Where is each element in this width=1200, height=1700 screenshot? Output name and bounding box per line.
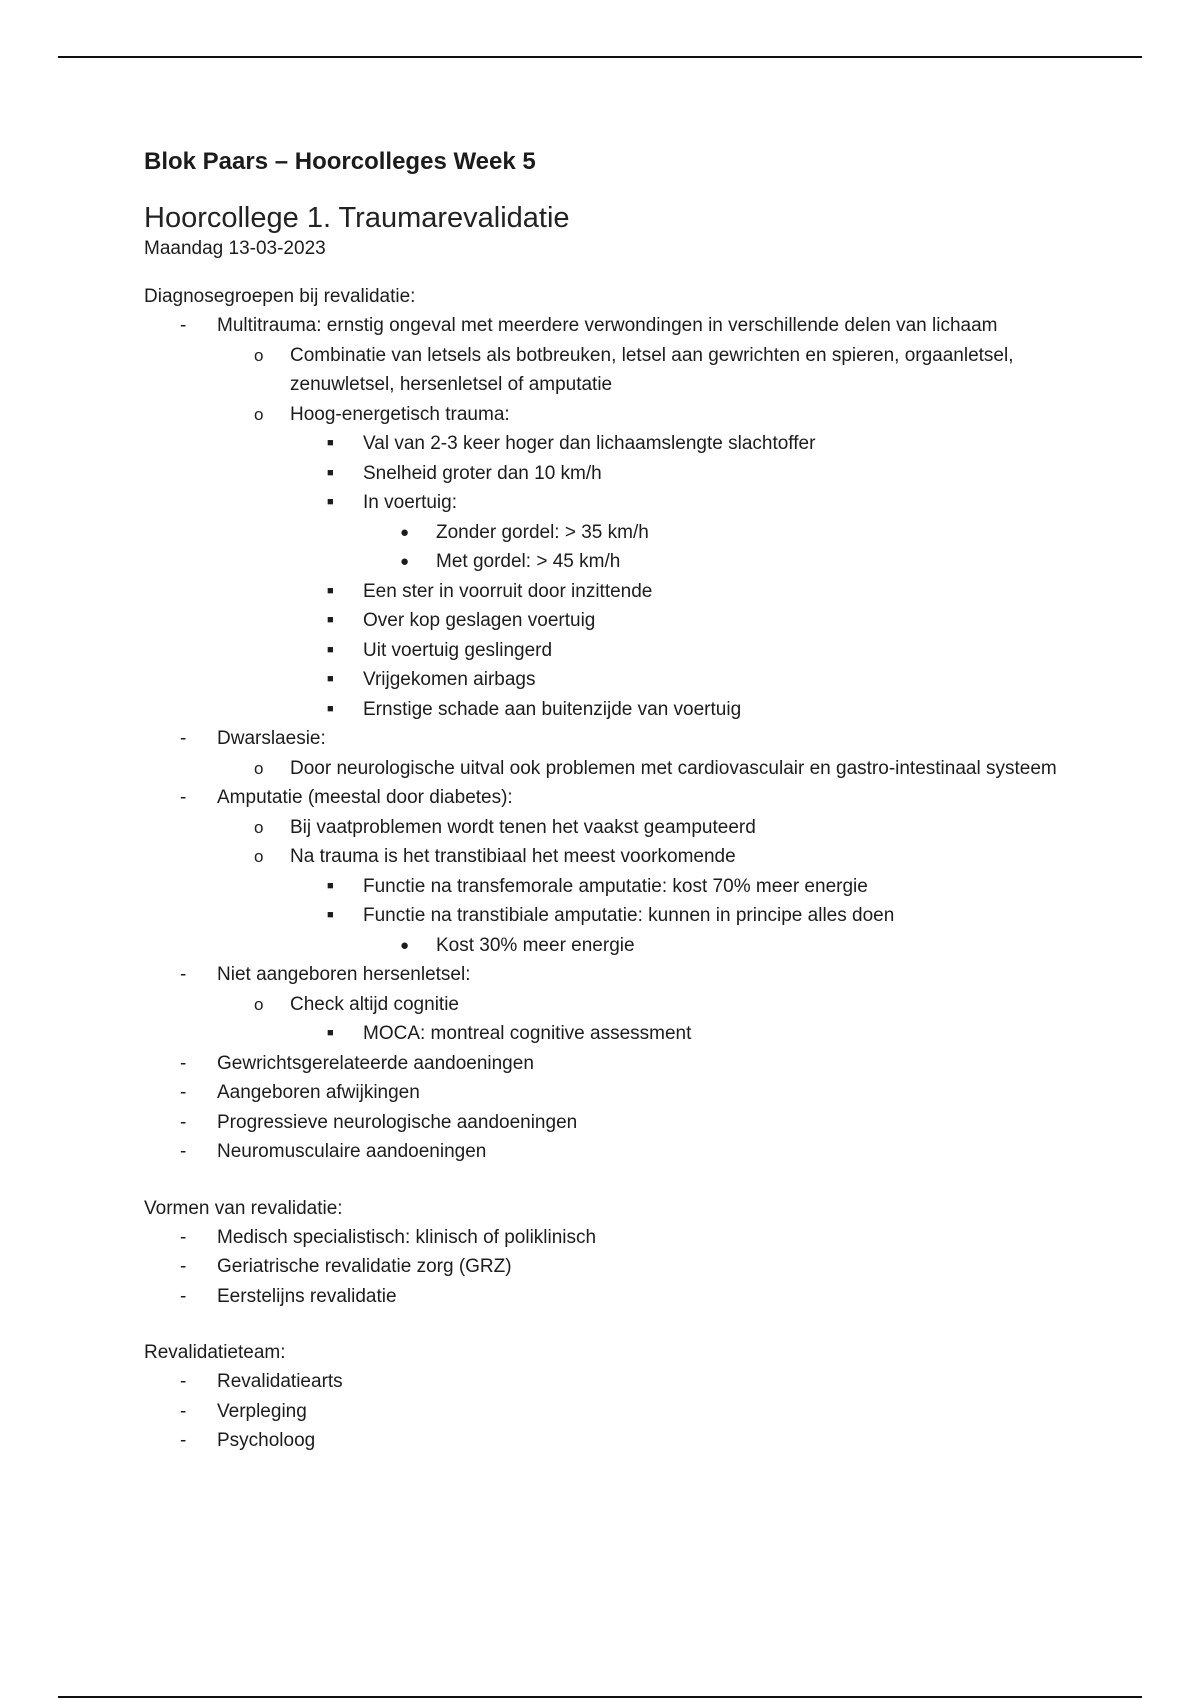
list-item (144, 1397, 1064, 1427)
list-item-text: Een ster in voorruit door inzittende (363, 580, 653, 602)
list-item (144, 1223, 1064, 1253)
bullet-list (144, 311, 1064, 1167)
bullet-marker-icon: ■ (327, 673, 334, 685)
list-item-text: Over kop geslagen voertuig (363, 610, 596, 631)
list-item-text: Aangeboren afwijkingen (217, 1082, 420, 1103)
list-item (144, 1049, 1064, 1079)
list-item (144, 842, 1064, 872)
bullet-marker-icon: ● (400, 553, 410, 570)
section-heading: Diagnosegroepen bij revalidatie: (144, 286, 416, 307)
list-item-text: Geriatrische revalidatie zorg (GRZ) (217, 1256, 512, 1277)
list-item-text: Dwarslaesie: (217, 728, 326, 749)
list-item-text: Verpleging (217, 1400, 307, 1422)
bullet-marker-icon: - (180, 1111, 187, 1133)
list-item-text: Vrijgekomen airbags (363, 669, 536, 690)
list-item-text: Progressieve neurologische aandoeningen (217, 1111, 578, 1133)
list-item-text: Amputatie (meestal door diabetes): (217, 787, 513, 808)
bullet-marker-icon: ● (400, 523, 410, 541)
list-item-text: MOCA: montreal cognitive assessment (363, 1023, 692, 1044)
list-item-text: Check altijd cognitie (290, 993, 459, 1015)
list-item (144, 1252, 1064, 1282)
list-item-text: Combinatie van letsels als botbreuken, letsel aan gewrichten en spieren, orgaanletsel, zenuwletsel, hersenletsel of amputatie (290, 344, 1014, 395)
bullet-marker-icon: - (180, 1141, 187, 1162)
list-item-text: Door neurologische uitval ook problemen met cardiovasculair en gastro-intestinaal systeem (290, 757, 1057, 779)
list-item-text: Gewrichtsgerelateerde aandoeningen (217, 1052, 534, 1074)
list-item-text: Eerstelijns revalidatie (217, 1285, 397, 1307)
list-item (144, 1426, 1064, 1456)
list-item (144, 813, 1064, 843)
bullet-marker-icon: o (254, 994, 264, 1014)
list-item-text: In voertuig: (363, 492, 457, 513)
list-item (144, 341, 1064, 400)
bullet-marker-icon: - (180, 1256, 187, 1277)
list-item-text: Revalidatiearts (217, 1371, 343, 1392)
document-title: Blok Paars – Hoorcolleges Week 5 (144, 148, 536, 175)
bullet-marker-icon: - (180, 1430, 187, 1451)
list-item-text: Zonder gordel: > 35 km/h (436, 521, 649, 543)
lecture-date: Maandag 13-03-2023 (144, 238, 326, 259)
list-item (144, 488, 1064, 518)
document-body (144, 146, 1064, 1483)
list-item (144, 606, 1064, 636)
list-item-text: Neuromusculaire aandoeningen (217, 1141, 487, 1162)
bullet-marker-icon: - (180, 728, 187, 749)
bullet-marker-icon: o (254, 404, 264, 424)
list-item (144, 695, 1064, 725)
bullet-marker-icon: - (180, 964, 187, 985)
bullet-marker-icon: ■ (327, 909, 334, 921)
list-item (144, 1019, 1064, 1049)
list-item (144, 518, 1064, 548)
bullet-marker-icon: o (254, 847, 264, 866)
bullet-marker-icon: ■ (327, 437, 334, 449)
list-item-text: Met gordel: > 45 km/h (436, 551, 621, 572)
list-item (144, 754, 1064, 784)
list-item-text: Psycholoog (217, 1430, 316, 1451)
bullet-marker-icon: ■ (327, 643, 334, 656)
list-item (144, 1282, 1064, 1312)
bullet-marker-icon: - (180, 787, 187, 808)
list-item (144, 990, 1064, 1020)
bullet-marker-icon: o (254, 758, 264, 778)
bullet-marker-icon: ■ (327, 879, 334, 892)
list-item-text: Val van 2-3 keer hoger dan lichaamslengte slachtoffer (363, 433, 816, 454)
list-item (144, 547, 1064, 577)
list-item (144, 429, 1064, 459)
lecture-title: Hoorcollege 1. Traumarevalidatie (144, 202, 570, 234)
list-item (144, 400, 1064, 430)
bullet-list (144, 1367, 1064, 1456)
list-item-text: Snelheid groter dan 10 km/h (363, 462, 602, 484)
section (144, 1338, 1064, 1456)
bullet-marker-icon: - (180, 1082, 187, 1103)
list-item (144, 724, 1064, 754)
bullet-marker-icon: ■ (327, 702, 334, 715)
list-item (144, 901, 1064, 931)
bottom-rule (58, 1696, 1142, 1698)
list-item (144, 636, 1064, 666)
list-item-text: Medisch specialistisch: klinisch of poliklinisch (217, 1226, 597, 1248)
bullet-marker-icon: - (180, 1285, 187, 1307)
section-heading: Vormen van revalidatie: (144, 1197, 343, 1219)
bullet-marker-icon: o (254, 817, 264, 837)
bullet-marker-icon: ● (400, 936, 410, 954)
bullet-list (144, 1223, 1064, 1312)
top-rule (58, 56, 1142, 58)
list-item (144, 577, 1064, 607)
list-item-text: Multitrauma: ernstig ongeval met meerdere verwondingen in verschillende delen van lichaam (217, 315, 998, 336)
list-item-text: Ernstige schade aan buitenzijde van voertuig (363, 698, 742, 720)
list-item-text: Uit voertuig geslingerd (363, 639, 553, 661)
list-item-text: Kost 30% meer energie (436, 934, 635, 956)
list-item-text: Na trauma is het transtibiaal het meest voorkomende (290, 846, 736, 867)
bullet-marker-icon: - (180, 315, 187, 336)
list-item (144, 459, 1064, 489)
bullet-marker-icon: ■ (327, 584, 334, 597)
list-item (144, 311, 1064, 341)
section (144, 1194, 1064, 1312)
section-heading: Revalidatieteam: (144, 1342, 286, 1363)
list-item (144, 665, 1064, 695)
bullet-marker-icon: ■ (327, 1027, 334, 1039)
list-item-text: Functie na transtibiale amputatie: kunnen in principe alles doen (363, 905, 895, 926)
list-item (144, 783, 1064, 813)
list-item (144, 931, 1064, 961)
bullet-marker-icon: o (254, 345, 264, 365)
bullet-marker-icon: ■ (327, 466, 334, 479)
list-item (144, 1367, 1064, 1397)
bullet-marker-icon: ■ (327, 614, 334, 626)
list-item (144, 872, 1064, 902)
bullet-marker-icon: - (180, 1400, 187, 1422)
list-item (144, 1137, 1064, 1167)
section (144, 282, 1064, 1167)
bullet-marker-icon: - (180, 1371, 187, 1392)
sections-container (144, 282, 1064, 1456)
bullet-marker-icon: ■ (327, 496, 334, 508)
list-item-text: Bij vaatproblemen wordt tenen het vaakst geamputeerd (290, 816, 756, 838)
list-item-text: Functie na transfemorale amputatie: kost 70% meer energie (363, 875, 868, 897)
list-item-text: Niet aangeboren hersenletsel: (217, 964, 471, 985)
list-item-text: Hoog-energetisch trauma: (290, 403, 510, 425)
bullet-marker-icon: - (180, 1226, 187, 1248)
bullet-marker-icon: - (180, 1052, 187, 1074)
list-item (144, 1078, 1064, 1108)
list-item (144, 1108, 1064, 1138)
list-item (144, 960, 1064, 990)
